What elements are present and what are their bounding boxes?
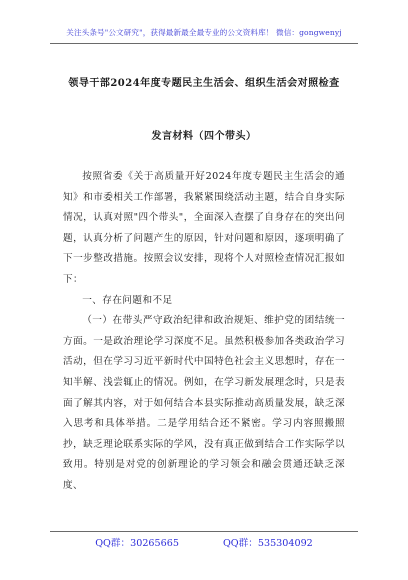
qq-group-1: QQ群：30265665 — [95, 538, 179, 549]
header-note: 关注头条号"公文研究"，获得最新最全最专业的公文资料库！ 微信：gongwenyj — [66, 28, 342, 37]
paragraph-intro: 按照省委《关于高质量开好2024年度专题民主生活会的通知》和市委相关工作部署，我紧紧围绕活动主题，结合自身实际情况，认真对照"四个带头"，全面深入查摆了自身存在的突出问题，认真分析了问题产生的原因，针对问题和原因，逐项明确了下一步整改措施。按照会议安排，现将个人对照检查情况汇报如下： — [63, 171, 345, 285]
document-title: 领导干部2024年度专题民主生活会、组织生活会对照检查 — [68, 78, 340, 89]
header-divider — [50, 43, 358, 44]
footer-divider — [50, 531, 358, 532]
document-body — [63, 167, 345, 497]
document-subtitle: 发言材料（四个带头） — [151, 131, 257, 142]
footer-contact — [0, 535, 408, 549]
qq-group-2: QQ群：535304092 — [222, 538, 313, 549]
paragraph-section-1: （一）在带头严守政治纪律和政治规矩、维护党的团结统一方面。一是政治理论学习深度不足。虽然积极参加各类政治学习活动，但在学习习近平新时代中国特色社会主义思想时，存在一知半解、浅尝辄止的情况。例如，在学习新发展理念时，只是表面了解其内容，对于如何结合本县实际推动高质量发展，缺乏深入思考和具体举措。二是学用结合还不紧密。学习内容照搬照抄，缺乏理论联系实际的学风，没有真正做到结合工作实际学以致用。特别是对党的创新理论的学习领会和融会贯通还缺乏深度、 — [63, 315, 345, 491]
section-heading: 一、存在问题和不足 — [82, 294, 173, 306]
